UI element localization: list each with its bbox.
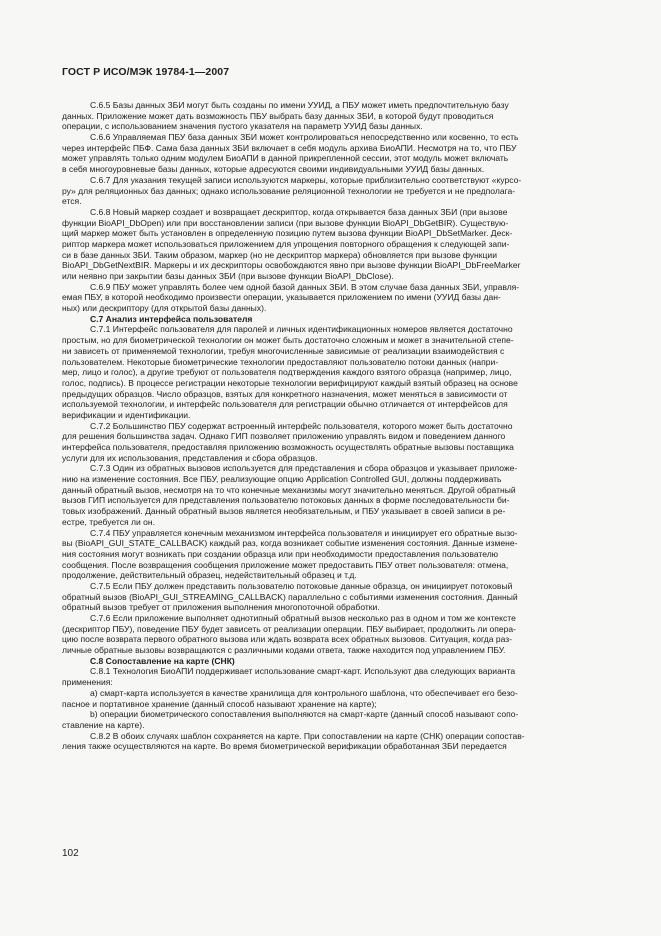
paragraph-c81: С.8.1 Технология БиоАПИ поддерживает использование смарт-карт. Используют два следующих варианта применения: [62,666,516,688]
section-heading-c7: С.7 Анализ интерфейса пользователя [90,313,253,324]
paragraph-c67: С.6.7 Для указания текущей записи используются маркеры, которые приблизительно соответствуют «курсо- ру» для реляционных баз данных; однако использование реляционной технологии не требуется и не предполага- ется. [62,174,522,207]
list-item-c81b: b) операции биометрического сопоставления выполняются на смарт-карте (данный способ называют сопо- ставление на карте). [62,709,519,730]
paragraph-c74: С.7.4 ПБУ управляется конечным механизмом интерфейса пользователя и инициирует его обратные вызо- вы (BioAPI_GUI_STATE_CALLBACK) каждый раз, когда возникает событие изменения состояния. Данные измене- ния состояния могут возникать при создании образца или при необходимости предоставления пользователю сообщения. После возвращения сообщения приложение может предоставить ПБУ ответ пользователя: отмена, продолжение, действительный образец, недействительный образец и т.д. [62,527,518,581]
paragraph-c82: С.8.2 В обоих случаях шаблон сохраняется на карте. При сопоставлении на карте (СНК) операции сопостав- ления также осуществляются на карте. Во время биометрической верификации обработанная ЗБИ передается [62,730,525,752]
paragraph-c68: С.6.8 Новый маркер создает и возвращает дескриптор, когда открывается база данных ЗБИ (при вызове функции BioAPI_DbOpen) или при восстановлении записи (при вызове функции BioAPI_DbGetBIR). Существую- щий маркер может быть установлен в определенную позицию путем вызова функции BioAPI_DbSetMarker. Деск- риптор маркера может использоваться приложением для упрощения повторного обращения к следующей запи- си в базе данных ЗБИ. Таким образом, маркер (но не дескриптор маркера) обновляется при вызове функции BioAPI_DbGetNextBIR. Маркеры и их дескрипторы освобождаются явно при вызове функции BioAPI_DbFreeMarker или неявно при закрытии базы данных ЗБИ (при вызове функции BioAPI_DbClose). [62,206,521,281]
paragraph-c73: С.7.3 Один из обратных вызовов используется для представления и сбора образцов и указывает приложе- нию на изменение состояния. Все ПБУ, реализующие опцию Application Controlled GUI, должны поддерживать данный обратный вызов, несмотря на то что конечные механизмы могут значительно меняться. Другой обратный вызов ГИП используется для представления пользователю потоковых данных в форме последовательности би- товых изображений. Данный обратный вызов является необязательным, и ПБУ указывает в своей записи в ре- естре, требуется ли он. [62,463,518,527]
paragraph-c72: С.7.2 Большинство ПБУ содержат встроенный интерфейс пользователя, которого может быть достаточно для решения большинства задач. Однако ГИП позволяет приложению управлять видом и поведением данного интерфейса пользователя, предоставляя приложению возможность осуществлять обратные вызовы поставщика услуги для их использования, представления и сбора образцов. [62,420,514,463]
document-body [62,100,600,752]
section-heading-c8: С.8 Сопоставление на карте (СНК) [90,655,235,666]
paragraph-c75: С.7.5 Если ПБУ должен представить пользователю потоковые данные образца, он инициирует потоковый обратный вызов (BioAPI_GUI_STREAMING_CALLBACK) параллельно с событиями изменения состояния. Данный обратный вызов требует от приложения выполнения многопоточной обработки. [62,580,518,613]
paragraph-c66: С.6.6 Управляемая ПБУ база данных ЗБИ может контролироваться непосредственно или косвенно, то есть через интерфейс ПБФ. Сама база данных ЗБИ включает в себя модуль архива БиоАПИ. Несмотря на то, что ПБУ может управлять только одним модулем БиоАПИ в данной прикрепленной сессии, этот модуль может включать в себя многоуровневые базы данных, которые адресуются своими индивидуальными УУИД базы данных. [62,132,519,175]
paragraph-c71: С.7.1 Интерфейс пользователя для паролей и личных идентификационных номеров является достаточно простым, но для биометрической технологии он может быть достаточно сложным и может в значительной степе- ни зависеть от применяемой технологии, требуя многочисленные зависимые от реализации взаимодействия с пользователем. Некоторые биометрические технологии предоставляют пользователю потоки данных (напри- мер, лицо и голос), а другие требуют от пользователя подтверждения каждого взятого образца (например, лицо, голос, подпись). В процессе регистрации некоторые технологии верифицируют каждый взятый образец на основе предыдущих образцов. Число образцов, взятых для конкретного назначения, может меняться в зависимости от используемой технологии, и интерфейс пользователя для регистрации обычно отличается от интерфейсов для верификации и идентификации. [62,324,518,420]
document-header: ГОСТ Р ИСО/МЭК 19784-1—2007 [62,66,230,78]
paragraph-c69: С.6.9 ПБУ может управлять более чем одной базой данных ЗБИ. В этом случае база данных ЗБИ, управля- емая ПБУ, в которой необходимо произвести операции, указывается приложением по имени (УУИД базы дан- ных) или дескриптору (для открытой базы данных). [62,281,520,314]
paragraph-c65: С.6.5 Базы данных ЗБИ могут быть созданы по имени УУИД, а ПБУ может иметь предпочтительную базу данных. Приложение может дать возможность ПБУ выбрать базу данных ЗБИ, в которой будут проводиться операции, с использованием значения пустого указателя на параметр УУИД базы данных. [62,100,509,132]
list-item-c81a: a) смарт-карта используется в качестве хранилища для контрольного шаблона, что обеспечивает его безо- пасное и портативное хранение (данный способ называют хранение на карте); [62,687,518,709]
page-number: 102 [62,848,79,859]
paragraph-c76: С.7.6 Если приложение выполняет однотипный обратный вызов несколько раз в одном и том же контексте (дескриптор ПБУ), поведение ПБУ будет зависеть от реализации операции. ПБУ выбирает, продолжить ли опера- цию после возврата первого обратного вызова или ждать возврата всех обратных вызовов. Ситуация, когда раз- личные обратные вызовы возвращаются с различными кодами ответа, также находится под управлением ПБУ. [62,613,517,656]
